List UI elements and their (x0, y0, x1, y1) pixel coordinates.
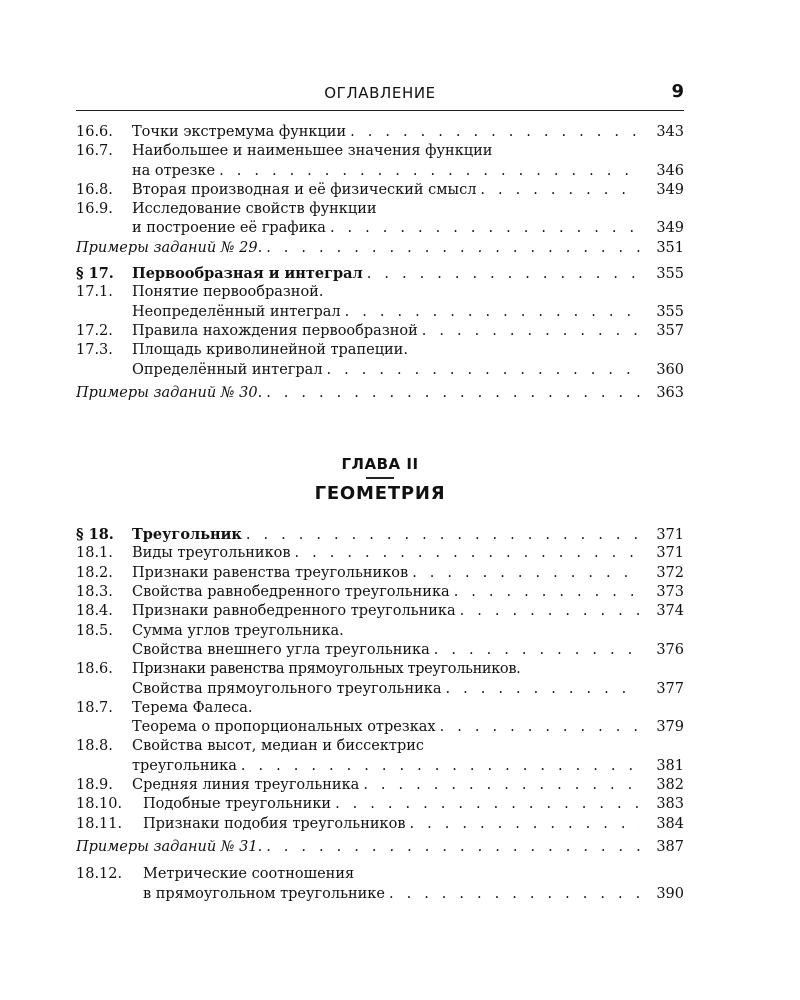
dot-leader (385, 885, 640, 904)
toc-entry-title: Точки экстремума функции (132, 124, 347, 140)
toc-entry-page: 346 (656, 162, 684, 179)
toc-entry-page: 349 (656, 220, 684, 237)
dot-leader (405, 815, 640, 834)
toc-entry-page: 357 (656, 322, 684, 339)
toc-entry-continuation[interactable] (76, 718, 684, 737)
toc-entry-title: Первообразная и интеграл (132, 265, 363, 283)
dot-leader (359, 776, 640, 795)
toc-entry-number: 18.3. (76, 584, 113, 601)
toc-entry[interactable] (76, 699, 684, 718)
toc-entry-examples[interactable] (76, 239, 684, 258)
toc-entry-title-cont: и построение её графика (132, 220, 326, 237)
toc-entry-title-cont: Свойства прямоугольного треугольника (132, 680, 442, 697)
toc-entry-title-cont: на отрезке (132, 162, 216, 179)
toc-entry-title: Площадь криволинейной трапеции. (132, 342, 408, 359)
dot-leader (456, 602, 640, 621)
toc-entry-examples[interactable] (76, 838, 684, 857)
toc-section-geometry (76, 525, 684, 904)
toc-entry-page: 379 (656, 719, 684, 736)
dot-leader (326, 219, 640, 238)
dot-leader (262, 384, 640, 403)
toc-entry-number: 18.7. (76, 699, 113, 716)
dot-leader (331, 795, 640, 814)
toc-entry-number: 17.3. (76, 342, 113, 359)
dot-leader (450, 583, 640, 602)
toc-entry[interactable] (76, 200, 684, 219)
toc-entry-page: 384 (656, 815, 684, 832)
toc-entry-page: 371 (656, 545, 684, 562)
toc-entry-number: 18.4. (76, 603, 113, 620)
dot-leader (408, 564, 640, 583)
toc-section-algebra (76, 123, 684, 403)
toc-entry-title: Метрические соотношения (143, 866, 355, 883)
toc-entry-number: § 18. (76, 526, 114, 544)
dot-leader (418, 322, 640, 341)
toc-entry-title-cont: Определённый интеграл (132, 361, 323, 378)
toc-entry-page: 376 (656, 641, 684, 658)
dot-leader (476, 181, 640, 200)
toc-entry-section[interactable] (76, 264, 684, 283)
toc-entry[interactable] (76, 123, 684, 142)
toc-entry-number: 18.1. (76, 545, 113, 562)
toc-entry-number: 18.6. (76, 661, 113, 678)
toc-entry-title: Вторая производная и её физический смысл (132, 181, 477, 198)
dot-leader (436, 718, 640, 737)
toc-entry-title-cont: треугольника (132, 757, 237, 774)
dot-leader (291, 544, 640, 563)
toc-entry[interactable] (76, 865, 684, 884)
toc-entry-page: 355 (656, 266, 684, 283)
toc-entry-continuation[interactable] (76, 162, 684, 181)
dot-leader (262, 239, 640, 258)
dot-leader (341, 303, 640, 322)
toc-entry-title: Признаки равенства треугольников (132, 564, 409, 581)
toc-entry-title: Правила нахождения первообразной (132, 322, 418, 339)
toc-entry-title: Терема Фалеса. (132, 699, 253, 716)
chapter-divider (366, 477, 394, 479)
toc-entry-title: Признаки равенства прямоугольных треугольников. (132, 661, 521, 678)
dot-leader (430, 641, 640, 660)
toc-entry-title-cont: в прямоугольном треугольнике (143, 885, 385, 902)
toc-entry[interactable] (76, 142, 684, 161)
dot-leader (323, 361, 640, 380)
dot-leader (215, 162, 640, 181)
toc-entry[interactable] (76, 602, 684, 621)
toc-entry-title: Свойства равнобедренного треугольника (132, 584, 450, 601)
toc-entry-number: 18.5. (76, 622, 113, 639)
chapter-label: ГЛАВА II (341, 455, 419, 474)
toc-entry[interactable] (76, 815, 684, 834)
toc-entry-title: Сумма углов треугольника. (132, 622, 344, 639)
toc-entry-page: 383 (656, 796, 684, 813)
toc-entry-title: Признаки равнобедренного треугольника (132, 603, 456, 620)
toc-entry[interactable] (76, 737, 684, 756)
toc-entry-number: 18.10. (76, 796, 123, 813)
toc-entry-page: 390 (656, 885, 684, 902)
chapter-heading (76, 455, 684, 513)
toc-page (76, 80, 684, 904)
toc-entry-page: 377 (656, 680, 684, 697)
toc-entry-page: 387 (656, 838, 684, 855)
toc-entry-title-cont: Свойства внешнего угла треугольника (132, 641, 430, 658)
toc-entry-number: 16.6. (76, 124, 113, 140)
toc-entry[interactable] (76, 283, 684, 302)
toc-entry-title: Средняя линия треугольника (132, 777, 360, 794)
toc-entry-page: 372 (656, 564, 684, 581)
toc-entry-title-cont: Неопределённый интеграл (132, 303, 341, 320)
toc-entry-number: 18.2. (76, 564, 113, 581)
toc-entry-number: 17.2. (76, 322, 113, 339)
toc-entry[interactable] (76, 660, 684, 679)
toc-entry-page: 363 (656, 384, 684, 401)
toc-entry-number: 16.7. (76, 143, 113, 160)
toc-entry-number: 18.8. (76, 738, 113, 755)
toc-entry-continuation[interactable] (76, 303, 684, 322)
toc-entry-title: Понятие первообразной. (132, 284, 324, 301)
toc-entry[interactable] (76, 322, 684, 341)
toc-entry-number: 17.1. (76, 284, 113, 301)
toc-entry-continuation[interactable] (76, 219, 684, 238)
toc-entry-page: 371 (656, 527, 684, 544)
toc-entry-page: 360 (656, 361, 684, 378)
toc-entry[interactable] (76, 341, 684, 360)
toc-entry-number: 16.9. (76, 201, 113, 218)
dot-leader (346, 123, 640, 142)
toc-entry-number: 18.9. (76, 777, 113, 794)
toc-entry-section[interactable] (76, 525, 684, 544)
chapter-title: ГЕОМЕТРИЯ (314, 482, 446, 504)
dot-leader (237, 757, 640, 776)
toc-entry-number: § 17. (76, 265, 114, 283)
toc-entry-page: 381 (656, 757, 684, 774)
dot-leader (363, 265, 640, 284)
toc-entry-title: Примеры заданий № 30. (76, 384, 263, 401)
dot-leader (442, 680, 641, 699)
toc-entry-page: 355 (656, 303, 684, 320)
toc-entry-page: 343 (656, 124, 684, 140)
toc-entry-title: Свойства высот, медиан и биссектрис (132, 738, 425, 755)
toc-entry-title-cont: Теорема о пропорциональных отрезках (132, 719, 436, 736)
toc-entry-continuation[interactable] (76, 361, 684, 380)
toc-entry-title: Исследование свойств функции (132, 201, 377, 218)
toc-entry[interactable] (76, 622, 684, 641)
toc-entry[interactable] (76, 181, 684, 200)
toc-entry-title: Наибольшее и наименьшее значения функции (132, 143, 493, 160)
toc-entry-examples[interactable] (76, 384, 684, 403)
toc-entry[interactable] (76, 583, 684, 602)
toc-entry-title: Подобные треугольники (143, 796, 332, 813)
toc-entry-page: 382 (656, 777, 684, 794)
toc-entry-title: Примеры заданий № 29. (76, 239, 263, 256)
dot-leader (242, 526, 640, 545)
toc-entry-number: 18.12. (76, 866, 123, 883)
running-header (76, 80, 684, 111)
toc-entry[interactable] (76, 795, 684, 814)
page-number: 9 (671, 81, 684, 102)
toc-entry-title: Треугольник (132, 526, 242, 544)
toc-entry[interactable] (76, 544, 684, 563)
toc-entry-page: 349 (656, 181, 684, 198)
toc-entry-title: Признаки подобия треугольников (143, 815, 406, 832)
toc-entry-number: 16.8. (76, 181, 113, 198)
dot-leader (262, 838, 640, 857)
toc-entry-continuation[interactable] (76, 757, 684, 776)
toc-entry-continuation[interactable] (76, 885, 684, 904)
toc-entry[interactable] (76, 776, 684, 795)
toc-entry-page: 351 (656, 239, 684, 256)
toc-entry-page: 373 (656, 584, 684, 601)
toc-entry-title: Примеры заданий № 31. (76, 838, 263, 855)
toc-entry-continuation[interactable] (76, 641, 684, 660)
running-title: ОГЛАВЛЕНИЕ (324, 84, 436, 102)
toc-entry-continuation[interactable] (76, 680, 684, 699)
toc-entry-page: 374 (656, 603, 684, 620)
toc-entry-title: Виды треугольников (132, 545, 291, 562)
toc-entry[interactable] (76, 564, 684, 583)
toc-entry-number: 18.11. (76, 815, 123, 832)
